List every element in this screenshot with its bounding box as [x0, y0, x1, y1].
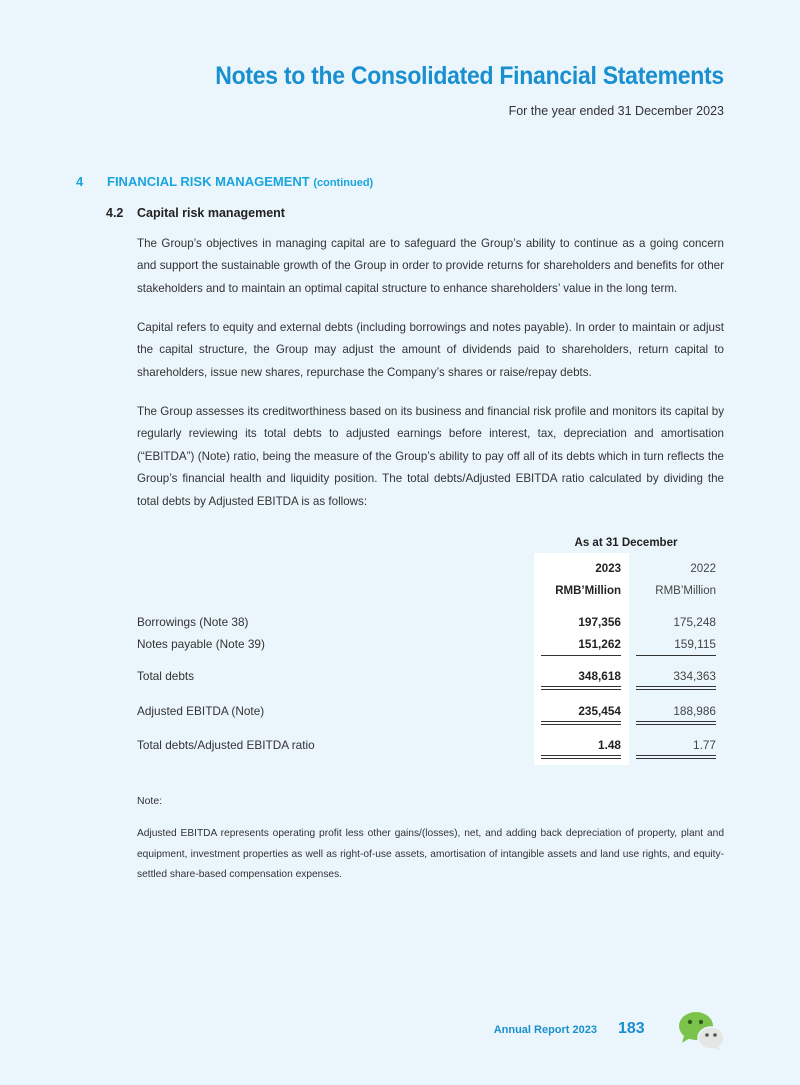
paragraph-capital: Capital refers to equity and external debts (including borrowings and notes payable). In order to maintain or adjust the capital structure, the Group may adjust the amount of dividends paid to shareholders, return capital to shareholders, issue new shares, repurchase the Company’s shares or raise/repay debts. — [137, 321, 724, 379]
paragraph-creditworthiness: The Group assesses its creditworthiness based on its business and financial risk profile and monitors its capital by regularly reviewing its total debts to adjusted earnings before interest, tax, depreciation and amortisation (“EBITDA”) (Note) ratio, being the measure of the Group’s ability to pay off all of its debts which in turn reflects the Group’s financial health and liquidity position. The total debts/Adjusted EBITDA ratio calculated by dividing the total debts by Adjusted EBITDA is as follows: — [137, 405, 724, 508]
ratio-double-rule-2022 — [636, 755, 716, 759]
section-continued: (continued) — [313, 177, 374, 189]
row-total-debts-label: Total debts — [137, 669, 195, 683]
row-adjusted-ebitda-2023: 235,454 — [578, 704, 621, 718]
note-text: Adjusted EBITDA represents operating profit less other gains/(losses), net, and adding back depreciation of property, plant and equipment, investment properties as well as right-of-use assets, amortisation of intangible assets and land use rights, and equity-settled share-based compensation expenses. — [137, 828, 724, 881]
page-title: Notes to the Consolidated Financial Statements — [215, 62, 724, 90]
ebitda-double-rule-2022 — [636, 721, 716, 725]
row-ratio-label: Total debts/Adjusted EBITDA ratio — [137, 738, 315, 752]
page-number: 183 — [618, 1020, 645, 1037]
year-2023-header: 2023 — [595, 563, 621, 575]
subtotal-rule-2023 — [541, 655, 621, 656]
note-label: Note: — [137, 795, 163, 807]
subtotal-rule-2022 — [636, 655, 716, 656]
wechat-logo-icon — [676, 1010, 726, 1052]
total-debts-double-rule-2023 — [541, 686, 621, 690]
row-adjusted-ebitda-2022: 188,986 — [673, 704, 716, 718]
row-borrowings-label: Borrowings (Note 38) — [137, 615, 249, 629]
section-title: FINANCIAL RISK MANAGEMENT — [107, 174, 310, 189]
row-total-debts-2022: 334,363 — [673, 669, 716, 683]
row-ratio-2022: 1.77 — [693, 738, 716, 752]
row-notes-payable-label: Notes payable (Note 39) — [137, 637, 265, 651]
paragraph-objectives: The Group’s objectives in managing capital are to safeguard the Group’s ability to continue as a going concern and support the sustainable growth of the Group in order to provide returns for shareholders and benefits for other stakeholders and to maintain an optimal capital structure to enhance shareholders’ value in the long term. — [137, 237, 724, 295]
year-2022-header: 2022 — [690, 563, 716, 575]
subsection-heading — [106, 206, 285, 220]
row-total-debts-2023: 348,618 — [578, 669, 621, 683]
row-adjusted-ebitda-label: Adjusted EBITDA (Note) — [137, 704, 265, 718]
footer-report-title: Annual Report 2023 — [493, 1024, 597, 1036]
row-ratio-2023: 1.48 — [598, 738, 621, 752]
ratio-double-rule-2023 — [541, 755, 621, 759]
row-notes-payable-2023: 151,262 — [578, 637, 621, 651]
row-borrowings-2022: 175,248 — [673, 615, 716, 629]
subsection-number: 4.2 — [106, 206, 124, 220]
row-notes-payable-2022: 159,115 — [674, 637, 716, 651]
subsection-title: Capital risk management — [137, 206, 285, 220]
unit-2022-header: RMB’Million — [655, 585, 716, 597]
unit-2023-header: RMB’Million — [555, 585, 621, 597]
row-borrowings-2023: 197,356 — [578, 615, 621, 629]
section-heading — [76, 174, 373, 189]
page-subtitle: For the year ended 31 December 2023 — [508, 104, 724, 118]
ebitda-double-rule-2023 — [541, 721, 621, 725]
table-group-header: As at 31 December — [574, 537, 678, 549]
total-debts-double-rule-2022 — [636, 686, 716, 690]
section-number: 4 — [76, 174, 84, 189]
